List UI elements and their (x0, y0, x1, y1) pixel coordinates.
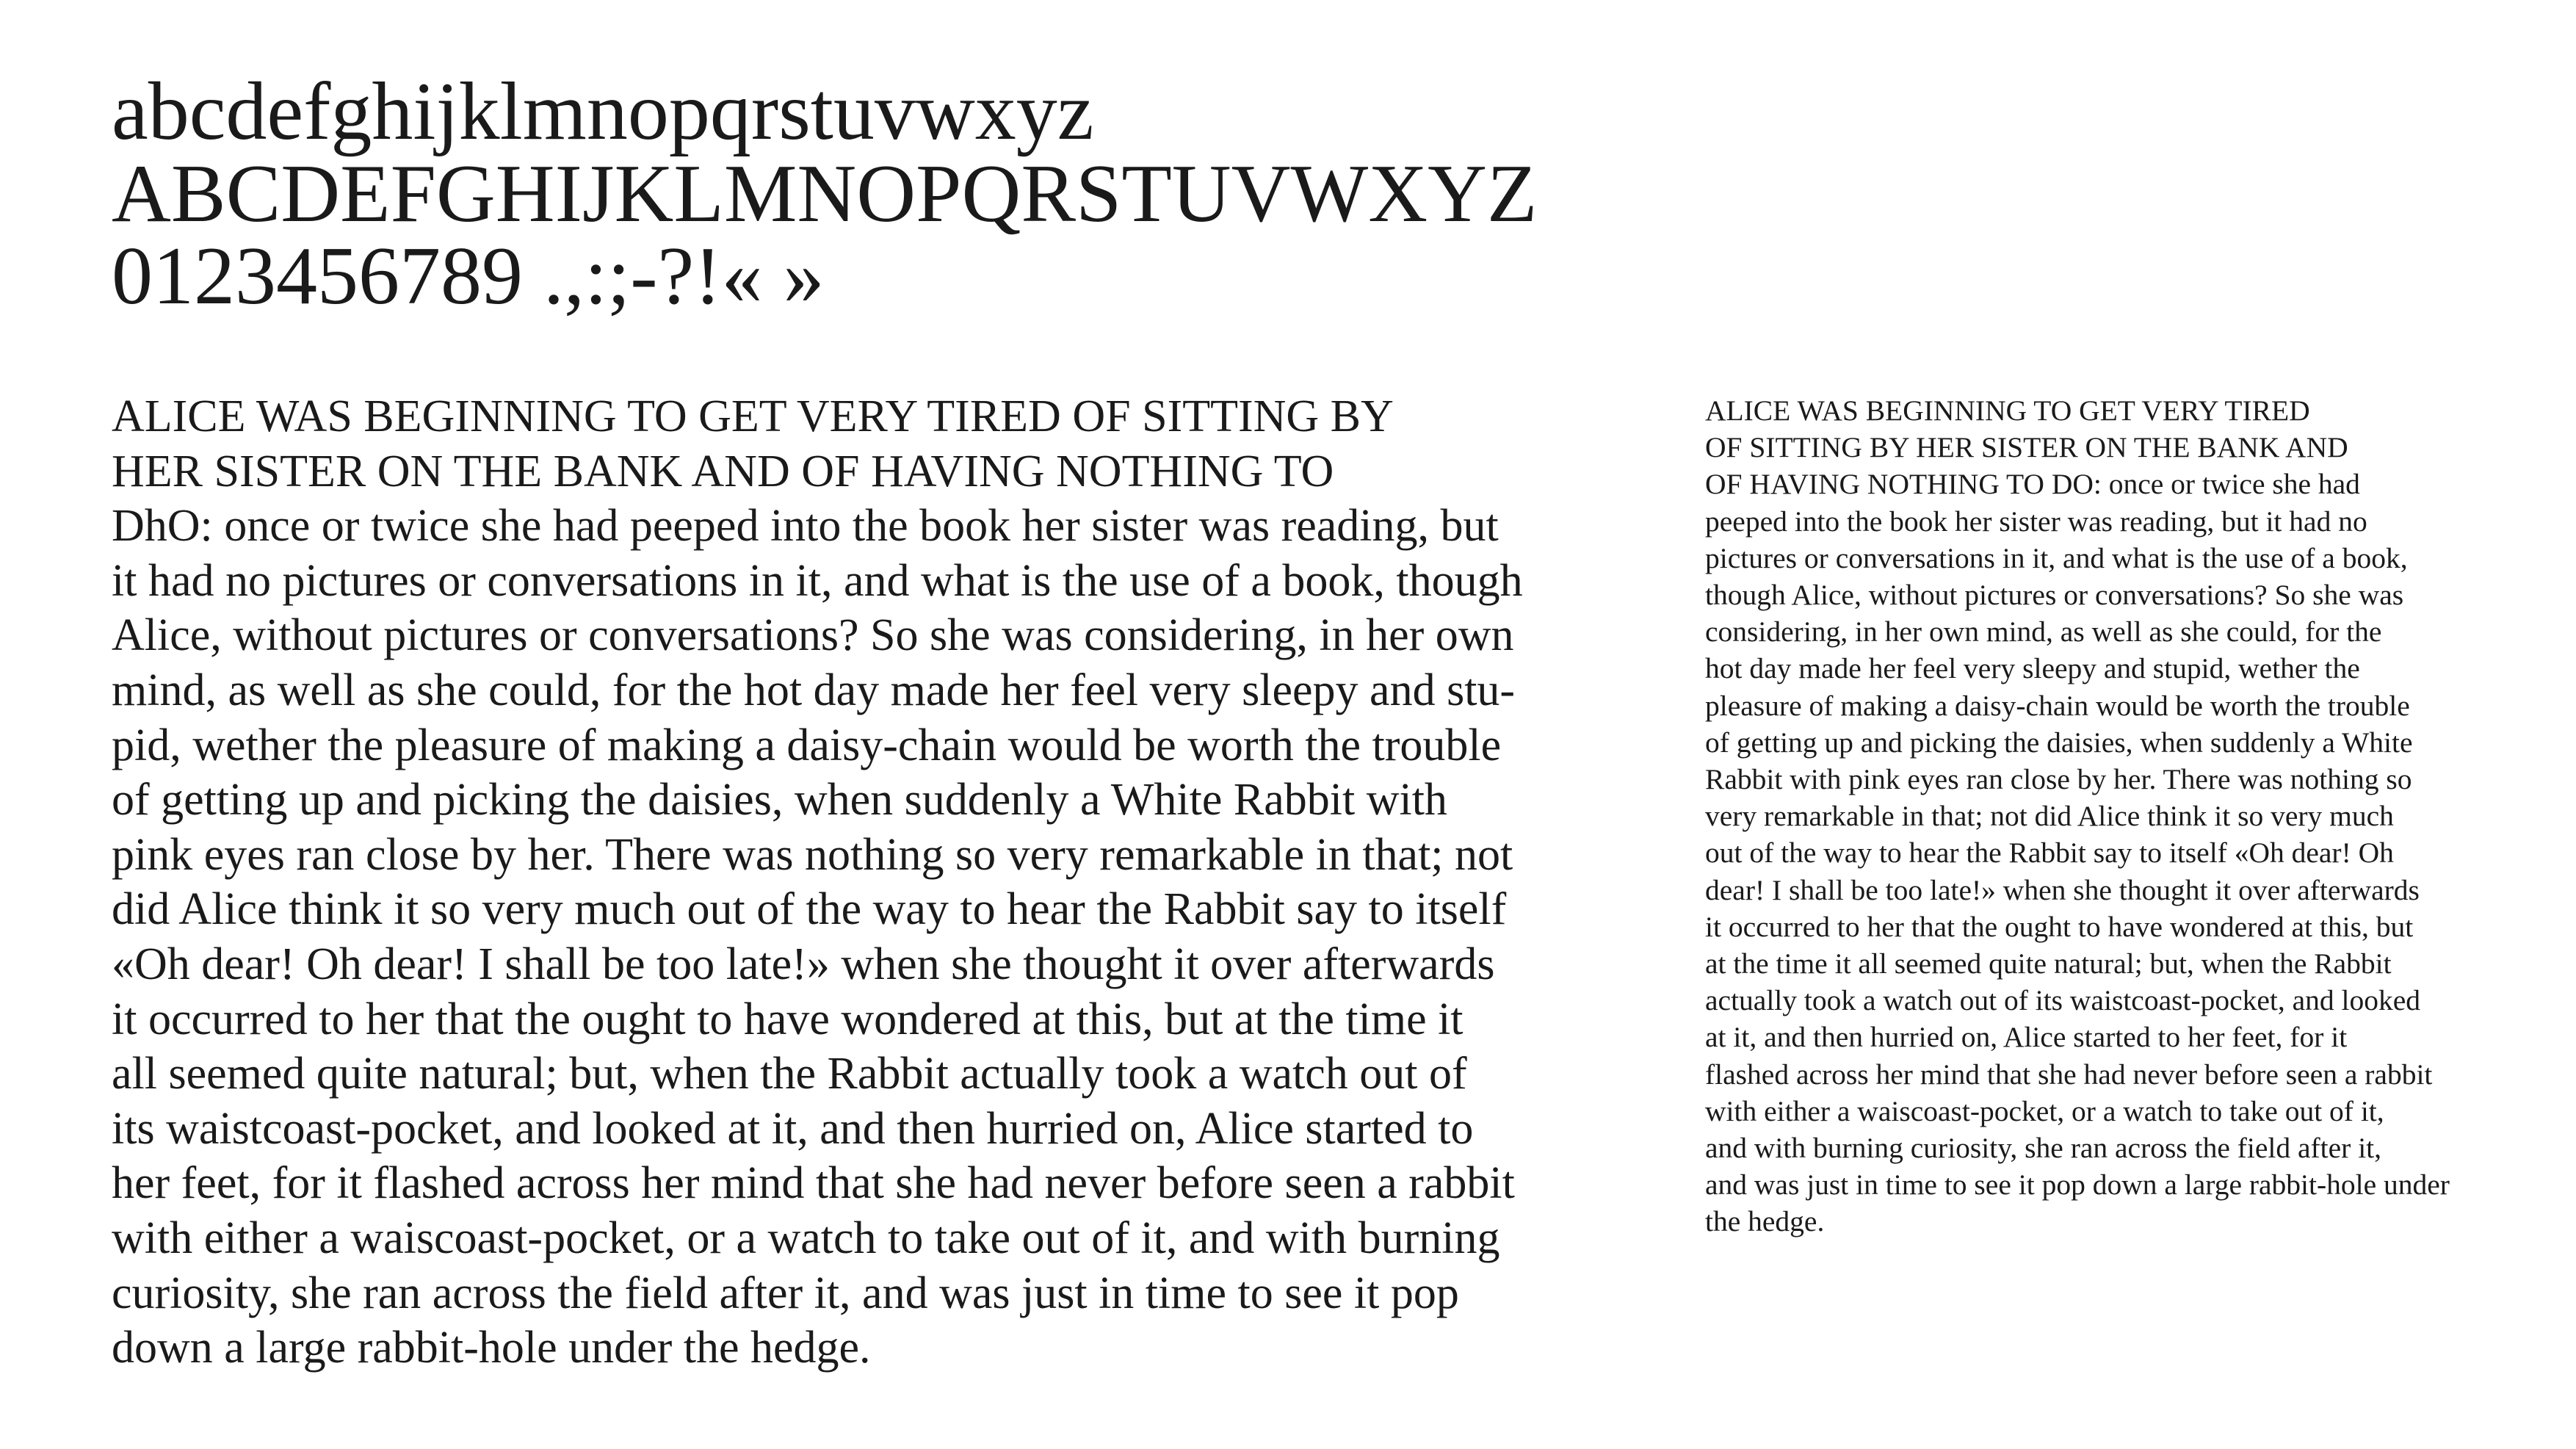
small-text-line: it occurred to her that the ought to have wondered at this, but (1705, 910, 2414, 943)
small-text-line: of getting up and picking the daisies, when suddenly a White (1705, 726, 2413, 759)
small-text-line: OF SITTING BY HER SISTER ON THE BANK AND (1705, 431, 2348, 464)
type-specimen (112, 66, 1538, 322)
large-text-line: of getting up and picking the daisies, when suddenly a White Rabbit with (112, 775, 1447, 825)
small-text-line: dear! I shall be too late!» when she thought it over afterwards (1705, 873, 2420, 906)
large-text-line: Alice, without pictures or conversations? So she was considering, in her own (112, 610, 1514, 661)
small-text-line: with either a waiscoast-pocket, or a watch to take out of it, (1705, 1094, 2384, 1127)
small-text-line: at it, and then hurried on, Alice started to her feet, for it (1705, 1021, 2348, 1054)
large-text-line: her feet, for it flashed across her mind that she had never before seen a rabbit (112, 1158, 1515, 1209)
small-text-line: the hedge. (1705, 1205, 1825, 1238)
small-text-line: very remarkable in that; not did Alice think it so very much (1705, 800, 2394, 833)
small-text-line: out of the way to hear the Rabbit say to itself «Oh dear! Oh (1705, 836, 2394, 870)
large-text-line: DhO: once or twice she had peeped into the book her sister was reading, but (112, 501, 1499, 552)
large-text-line: its waistcoast-pocket, and looked at it, and then hurried on, Alice started to (112, 1103, 1474, 1154)
small-text-line: though Alice, without pictures or conversations? So she was (1705, 579, 2404, 612)
specimen-digits-punctuation: 0123456789 .,:;-?!« » (112, 231, 825, 322)
small-text-line: pleasure of making a daisy-chain would be worth the trouble (1705, 689, 2410, 722)
small-text-line: OF HAVING NOTHING TO DO: once or twice she had (1705, 468, 2360, 501)
small-text-line: Rabbit with pink eyes ran close by her. There was nothing so (1705, 763, 2412, 796)
large-text-line: pink eyes ran close by her. There was nothing so very remarkable in that; not (112, 829, 1513, 880)
large-text-line: «Oh dear! Oh dear! I shall be too late!» when she thought it over afterwards (112, 939, 1495, 989)
small-text-line: ALICE WAS BEGINNING TO GET VERY TIRED (1705, 394, 2310, 427)
large-text-line: it had no pictures or conversations in it, and what is the use of a book, though (112, 555, 1523, 606)
small-text-line: hot day made her feel very sleepy and stupid, wether the (1705, 652, 2360, 685)
small-text-line: and with burning curiosity, she ran across the field after it, (1705, 1132, 2382, 1165)
large-text-line: with either a waiscoast-pocket, or a watch to take out of it, and with burning (112, 1213, 1500, 1263)
specimen-lowercase: abcdefghijklmnopqrstuvwxyz (112, 66, 1094, 157)
large-text-sample (112, 389, 1632, 1376)
small-text-line: flashed across her mind that she had never before seen a rabbit (1705, 1058, 2433, 1091)
small-text-line: at the time it all seemed quite natural; but, when the Rabbit (1705, 947, 2392, 980)
small-text-line: actually took a watch out of its waistcoast-pocket, and looked (1705, 984, 2421, 1017)
large-text-line: did Alice think it so very much out of the way to hear the Rabbit say to itself (112, 884, 1507, 935)
small-text-line: peeped into the book her sister was reading, but it had no (1705, 505, 2367, 538)
large-text-line: pid, wether the pleasure of making a daisy-chain would be worth the trouble (112, 720, 1502, 770)
large-text-line: curiosity, she ran across the field after it, and was just in time to see it pop (112, 1268, 1459, 1318)
large-text-line: it occurred to her that the ought to have wondered at this, but at the time it (112, 994, 1464, 1044)
small-text-line: and was just in time to see it pop down a large rabbit-hole under (1705, 1168, 2450, 1202)
small-text-sample (1705, 392, 2483, 1240)
large-text-line: ALICE WAS BEGINNING TO GET VERY TIRED OF SITTING BY (112, 391, 1394, 441)
large-text-line: HER SISTER ON THE BANK AND OF HAVING NOTHING TO (112, 446, 1334, 496)
specimen-uppercase: ABCDEFGHIJKLMNOPQRSTUVWXYZ (112, 148, 1538, 239)
small-text-line: pictures or conversations in it, and what is the use of a book, (1705, 541, 2408, 574)
large-text-line: all seemed quite natural; but, when the Rabbit actually took a watch out of (112, 1049, 1467, 1099)
large-text-line: down a large rabbit-hole under the hedge. (112, 1323, 871, 1373)
large-text-line: mind, as well as she could, for the hot day made her feel very sleepy and stu- (112, 665, 1516, 715)
small-text-line: considering, in her own mind, as well as she could, for the (1705, 615, 2382, 648)
